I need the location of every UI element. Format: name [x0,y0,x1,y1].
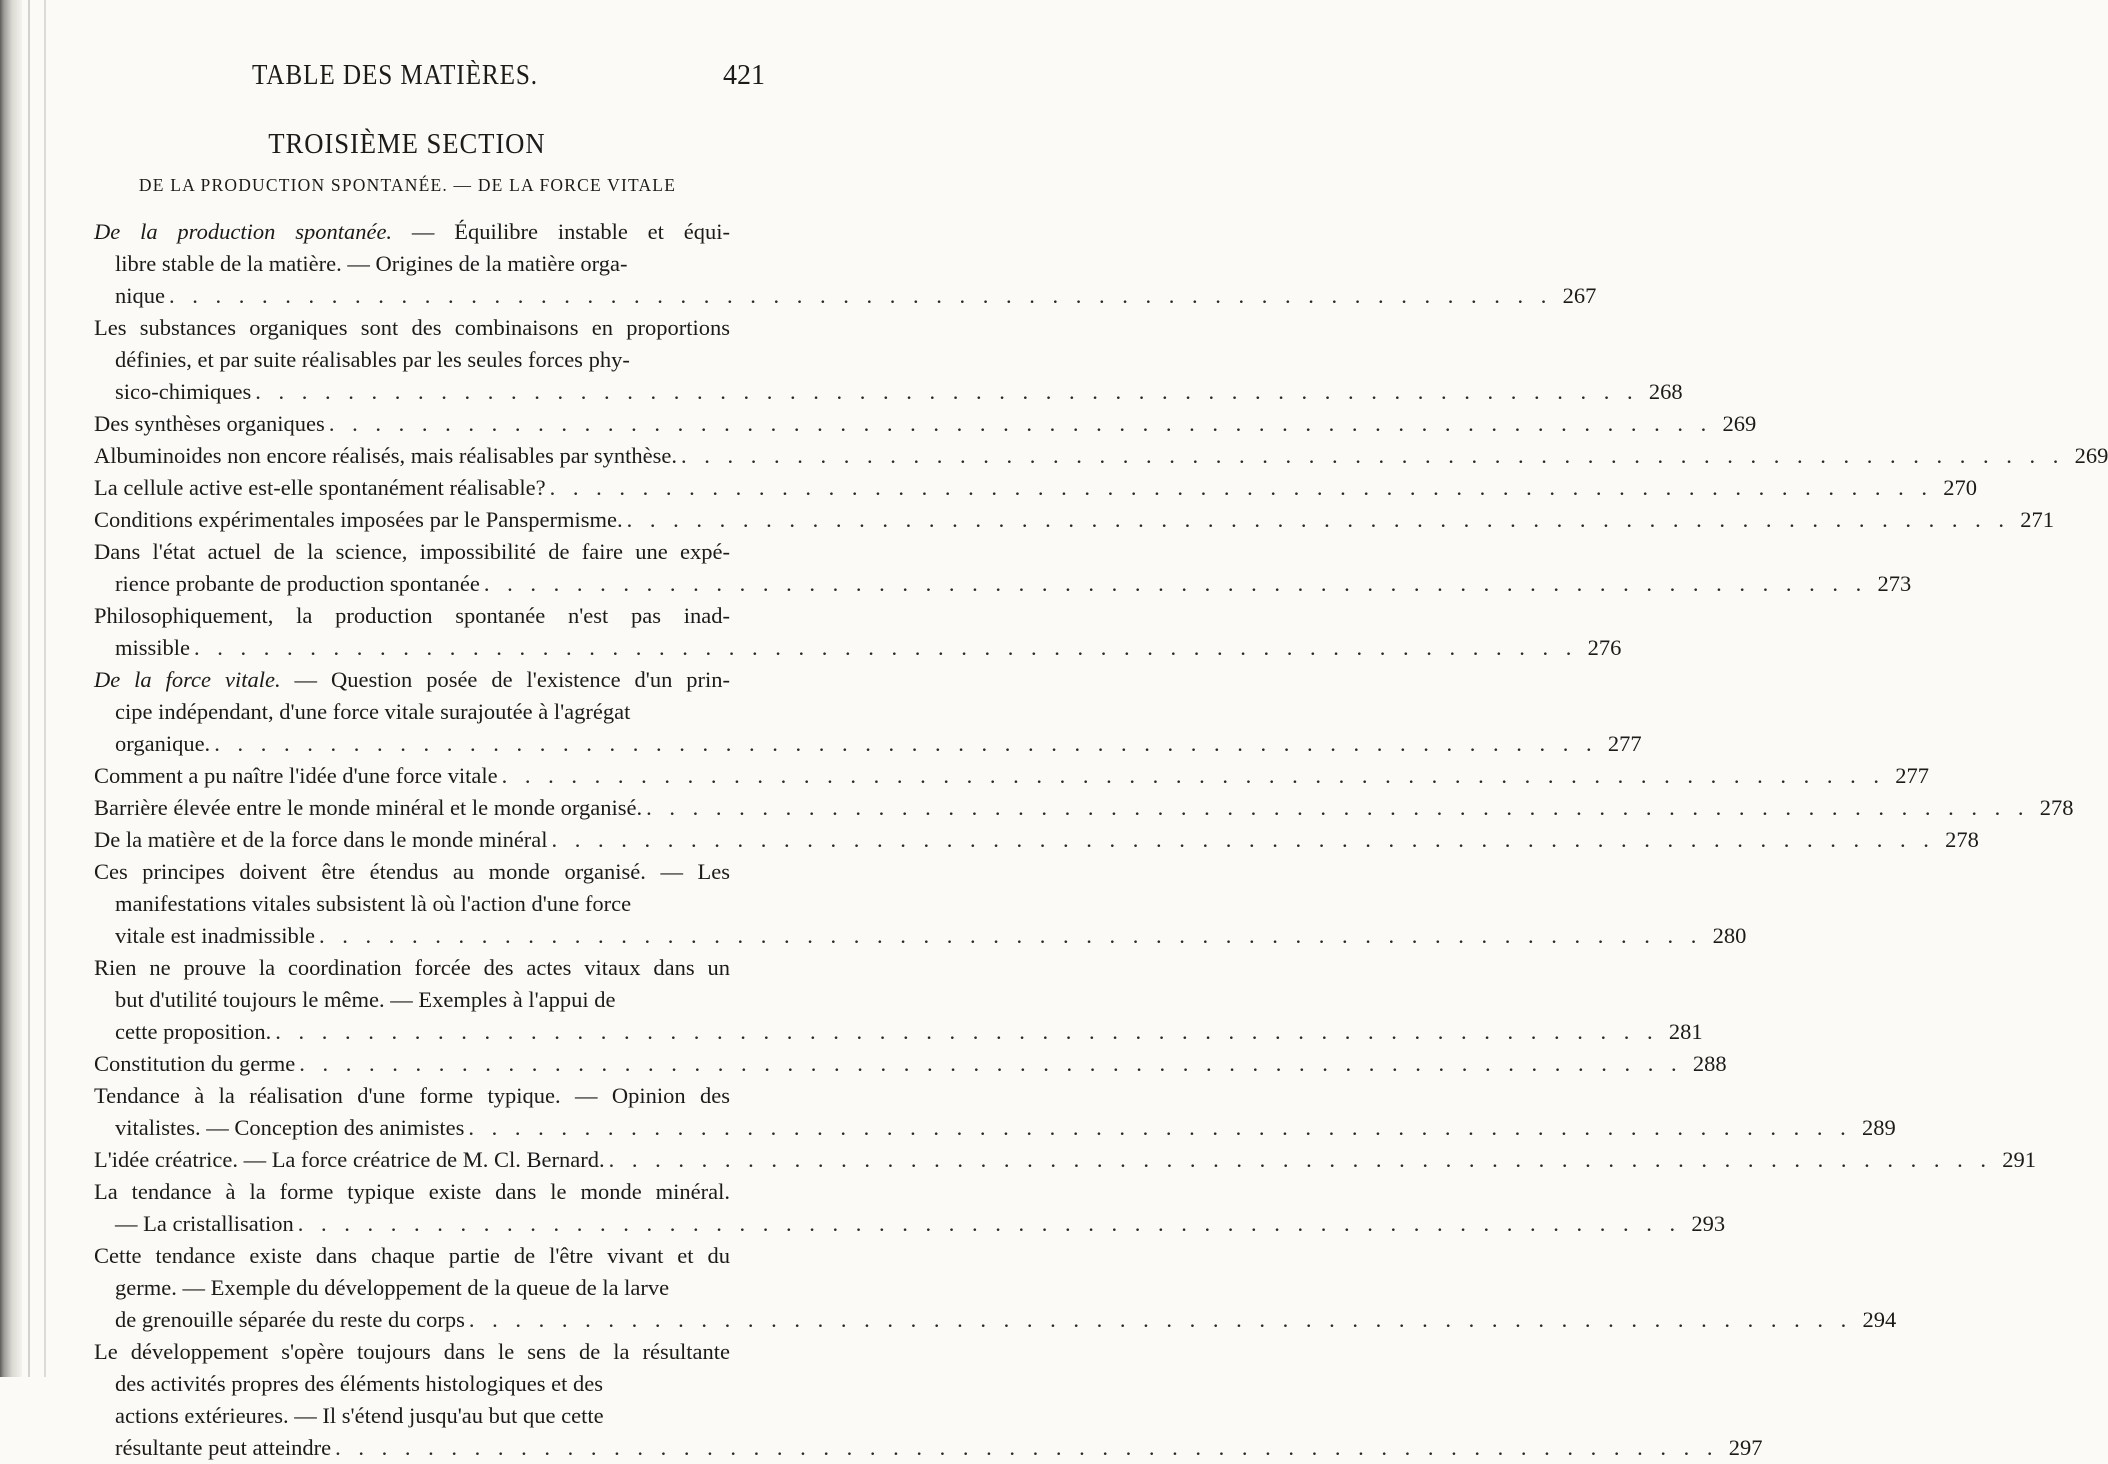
entry-line [94,344,730,376]
entry-text: Des synthèses organiques [94,411,325,436]
dot-leader: . . . . . . . . . . . . . . . . . . . . . . . . . . . . . . . . . . . . . . . . . . . . . . . . . . . . . . . . . . . . [646,795,2030,820]
entry-line [94,1368,730,1400]
dot-leader: . . . . . . . . . . . . . . . . . . . . . . . . . . . . . . . . . . . . . . . . . . . . . . . . . . . . . . . . . . . . [255,379,1639,404]
toc-entry [94,312,1683,408]
entry-page-number: 271 [2020,507,2055,532]
entry-line [94,696,730,728]
page-number: 421 [723,60,765,91]
entry-line [94,888,730,920]
entry-line [94,920,1747,952]
toc-entry [94,504,2055,536]
toc-entry [94,600,1622,664]
entry-text: Cette tendance existe dans chaque partie de l'être vivant et du [94,1243,730,1268]
entry-line [94,984,730,1016]
entry-page-number: 268 [1648,379,1683,404]
entry-text: L'idée créatrice. — La force créatrice de M. Cl. Bernard. [94,1147,605,1172]
dot-leader: . . . . . . . . . . . . . . . . . . . . . . . . . . . . . . . . . . . . . . . . . . . . . . . . . . . . . . . . . . . . [169,283,1553,308]
entry-line [94,632,1622,664]
dot-leader: . . . . . . . . . . . . . . . . . . . . . . . . . . . . . . . . . . . . . . . . . . . . . . . . . . . . . . . . . . . . [626,507,2011,532]
entry-line [94,440,2108,472]
entry-text: rience probante de production spontanée [115,571,480,596]
entry-line [94,504,2055,536]
entry-page-number: 291 [2002,1147,2037,1172]
entry-text: La cellule active est-elle spontanément réalisable? [94,475,546,500]
entry-text: de grenouille séparée du reste du corps [115,1307,465,1332]
entry-line [94,312,730,344]
entry-line [94,408,1757,440]
entry-page-number: 294 [1862,1307,1897,1332]
page-edge-line [44,0,46,1377]
entry-text: — Équilibre instable et équi- [392,219,730,244]
entry-text: Constitution du germe [94,1051,296,1076]
entry-line [94,568,1912,600]
entry-text: Dans l'état actuel de la science, impossibilité de faire une expé- [94,539,730,564]
toc-entry [94,952,1703,1048]
toc-entry [94,824,1979,856]
entry-line [94,1080,730,1112]
section-title: TROISIÈME SECTION [268,128,546,160]
entry-line [94,600,730,632]
entry-text: actions extérieures. — Il s'étend jusqu'au but que cette [115,1403,604,1428]
entry-page-number: 277 [1607,731,1642,756]
entry-page-number: 276 [1587,635,1622,660]
dot-leader: . . . . . . . . . . . . . . . . . . . . . . . . . . . . . . . . . . . . . . . . . . . . . . . . . . . . . . . . . . . . [297,1211,1682,1236]
entry-text: cette proposition. [115,1019,272,1044]
entry-page-number: 288 [1692,1051,1727,1076]
entry-line [94,728,1642,760]
toc-entry [94,408,1757,440]
entry-text: Le développement s'opère toujours dans le sens de la résultante [94,1339,730,1364]
entry-page-number: 293 [1691,1211,1726,1236]
toc-entry [94,856,1747,952]
entry-page-number: 289 [1861,1115,1896,1140]
section-subtitle: DE LA PRODUCTION SPONTANÉE. — DE LA FORCE VITALE [138,175,677,195]
entry-line [94,760,1929,792]
entry-text: Comment a pu naître l'idée d'une force vitale [94,763,498,788]
entry-text: cipe indépendant, d'une force vitale surajoutée à l'agrégat [115,699,631,724]
entry-text: nique [115,283,165,308]
toc-entry [94,1144,2037,1176]
entry-line [94,824,1979,856]
dot-leader: . . . . . . . . . . . . . . . . . . . . . . . . . . . . . . . . . . . . . . . . . . . . . . . . . . . . . . . . . . . . [299,1051,1683,1076]
toc-entry [94,472,1978,504]
entry-line [94,1304,1897,1336]
entry-line [94,472,1978,504]
dot-leader: . . . . . . . . . . . . . . . . . . . . . . . . . . . . . . . . . . . . . . . . . . . . . . . . . . . . . . . . . . . . [608,1147,1993,1172]
entry-text: Barrière élevée entre le monde minéral et le monde organisé. [94,795,643,820]
entry-page-number: 273 [1877,571,1912,596]
dot-leader: . . . . . . . . . . . . . . . . . . . . . . . . . . . . . . . . . . . . . . . . . . . . . . . . . . . . . . . . . . . . [214,731,1598,756]
entry-text: résultante peut atteindre [115,1435,332,1460]
entry-page-number: 277 [1895,763,1929,788]
entry-page-number: 267 [1562,283,1597,308]
entry-line [94,1112,1896,1144]
toc-entry [94,536,1912,600]
entry-line [94,536,730,568]
entry-line [94,1400,730,1432]
entry-line [94,856,730,888]
entry-page-number: 280 [1712,923,1747,948]
entry-page-number: 269 [2074,443,2108,468]
entry-text: De la matière et de la force dans le monde minéral [94,827,548,852]
entry-text: Rien ne prouve la coordination forcée des actes vitaux dans un [94,955,730,980]
entry-text: — La cristallisation [115,1211,294,1236]
entry-text: Albuminoides non encore réalisés, mais réalisables par synthèse. [94,443,677,468]
entry-text: La tendance à la forme typique existe dans le monde minéral. [94,1179,730,1204]
dot-leader: . . . . . . . . . . . . . . . . . . . . . . . . . . . . . . . . . . . . . . . . . . . . . . . . . . . . . . . . . . . . [318,923,1703,948]
table-of-contents [94,216,2108,1464]
entry-text: Les substances organiques sont des combinaisons en proportions [94,315,730,340]
toc-entry [94,1080,1896,1144]
entry-line [94,1176,730,1208]
entry-line [94,1144,2037,1176]
entry-page-number: 269 [1722,411,1757,436]
entry-line [94,1240,730,1272]
entry-line [94,1208,1726,1240]
dot-leader: . . . . . . . . . . . . . . . . . . . . . . . . . . . . . . . . . . . . . . . . . . . . . . . . . . . . . . . . . . . . [328,411,1713,436]
page-edge-line [28,0,30,1377]
entry-text: vitale est inadmissible [115,923,315,948]
entry-line [94,1432,1763,1464]
entry-page-number: 297 [1728,1435,1763,1460]
entry-page-number: 278 [1945,827,1979,852]
entry-text: organique. [115,731,211,756]
toc-entry [94,440,2108,472]
entry-lead-title: De la production spontanée. [94,219,393,244]
entry-text: Tendance à la réalisation d'une forme typique. — Opinion des [94,1083,730,1108]
dot-leader: . . . . . . . . . . . . . . . . . . . . . . . . . . . . . . . . . . . . . . . . . . . . . . . . . . . . . . . . . . . . [335,1435,1719,1460]
dot-leader: . . . . . . . . . . . . . . . . . . . . . . . . . . . . . . . . . . . . . . . . . . . . . . . . . . . . . . . . . . . . [468,1307,1853,1332]
entry-text: Ces principes doivent être étendus au monde organisé. — Les [94,859,730,884]
binding-shadow [0,0,22,1377]
entry-text: libre stable de la matière. — Origines de la matière orga- [115,251,628,276]
entry-line [94,1336,730,1368]
entry-line [94,792,2074,824]
entry-line [94,1016,1703,1048]
toc-entry [94,1240,1897,1336]
entry-text: manifestations vitales subsistent là où l'action d'une force [115,891,632,916]
entry-line [94,376,1683,408]
running-header [0,60,801,96]
dot-leader: . . . . . . . . . . . . . . . . . . . . . . . . . . . . . . . . . . . . . . . . . . . . . . . . . . . . . . . . . . . . [501,763,1885,788]
toc-entry [94,1336,1763,1464]
toc-entry [94,216,1597,312]
running-title: TABLE DES MATIÈRES. [252,60,538,91]
entry-line [94,664,730,696]
toc-entry [94,664,1642,760]
toc-entry [94,760,1929,792]
entry-text: germe. — Exemple du développement de la queue de la larve [115,1275,670,1300]
entry-text: Philosophiquement, la production spontanée n'est pas inad- [94,603,730,628]
entry-text: des activités propres des éléments histologiques et des [115,1371,604,1396]
dot-leader: . . . . . . . . . . . . . . . . . . . . . . . . . . . . . . . . . . . . . . . . . . . . . . . . . . . . . . . . . . . . [680,443,2065,468]
entry-text: Conditions expérimentales imposées par le Panspermisme. [94,507,623,532]
entry-page-number: 278 [2039,795,2074,820]
entry-line [94,952,730,984]
dot-leader: . . . . . . . . . . . . . . . . . . . . . . . . . . . . . . . . . . . . . . . . . . . . . . . . . . . . . . . . . . . . [194,635,1578,660]
dot-leader: . . . . . . . . . . . . . . . . . . . . . . . . . . . . . . . . . . . . . . . . . . . . . . . . . . . . . . . . . . . . [483,571,1868,596]
dot-leader: . . . . . . . . . . . . . . . . . . . . . . . . . . . . . . . . . . . . . . . . . . . . . . . . . . . . . . . . . . . . [549,475,1934,500]
toc-entry [94,1048,1727,1080]
dot-leader: . . . . . . . . . . . . . . . . . . . . . . . . . . . . . . . . . . . . . . . . . . . . . . . . . . . . . . . . . . . . [551,827,1935,852]
entry-line [94,280,1597,312]
entry-line [94,248,730,280]
entry-line [94,1272,730,1304]
entry-text: sico-chimiques [115,379,252,404]
entry-line [94,216,730,248]
entry-text: définies, et par suite réalisables par les seules forces phy- [115,347,630,372]
entry-lead-title: De la force vitale. [94,667,281,692]
entry-text: — Question posée de l'existence d'un prin- [280,667,731,692]
entry-text: but d'utilité toujours le même. — Exemples à l'appui de [115,987,616,1012]
entry-text: vitalistes. — Conception des animistes [115,1115,465,1140]
dot-leader: . . . . . . . . . . . . . . . . . . . . . . . . . . . . . . . . . . . . . . . . . . . . . . . . . . . . . . . . . . . . [468,1115,1852,1140]
toc-entry [94,1176,1726,1240]
entry-text: missible [115,635,191,660]
entry-page-number: 281 [1668,1019,1703,1044]
entry-page-number: 270 [1943,475,1978,500]
toc-entry [94,792,2074,824]
dot-leader: . . . . . . . . . . . . . . . . . . . . . . . . . . . . . . . . . . . . . . . . . . . . . . . . . . . . . . . . . . . . [275,1019,1659,1044]
entry-line [94,1048,1727,1080]
